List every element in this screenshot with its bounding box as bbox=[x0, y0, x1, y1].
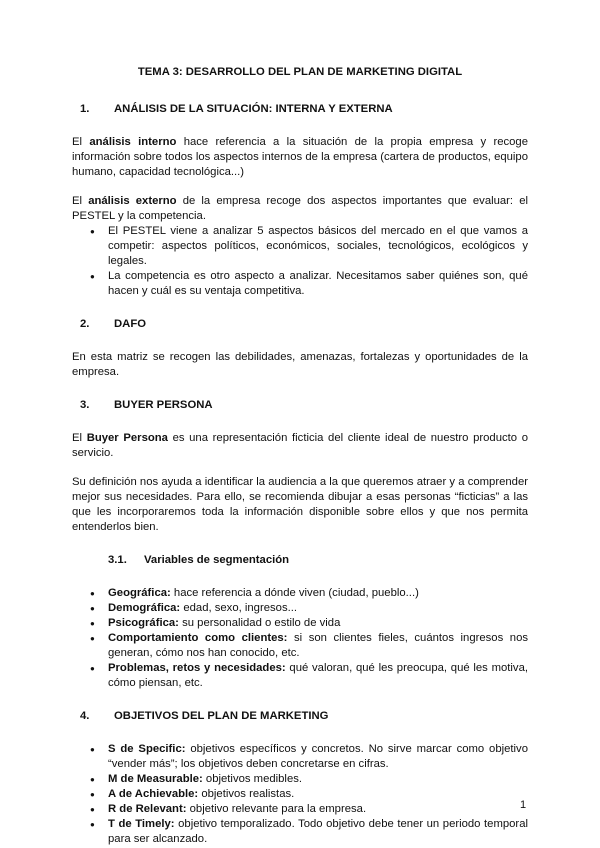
section-number: 3. bbox=[80, 399, 90, 411]
section-3-heading bbox=[72, 398, 528, 413]
section-number: 1. bbox=[80, 103, 90, 115]
list-item: ● Problemas, retos y necesidades: qué valoran, qué les preocupa, qué les motiva, cómo piensan, etc. bbox=[72, 661, 528, 691]
paragraph-analisis-externo: El análisis externo de la empresa recoge dos aspectos importantes que evaluar: el PESTEL y la competencia. bbox=[72, 195, 528, 222]
section-number: 4. bbox=[80, 710, 90, 722]
section-title: BUYER PERSONA bbox=[114, 399, 213, 411]
bullet-list-smart bbox=[72, 742, 528, 847]
section-title: DAFO bbox=[114, 318, 147, 330]
document-title: TEMA 3: DESARROLLO DEL PLAN DE MARKETING DIGITAL bbox=[137, 66, 463, 78]
paragraph-dafo: En esta matriz se recogen las debilidades, amenazas, fortalezas y oportunidades de la empresa. bbox=[72, 351, 528, 378]
subsection-3-1-heading bbox=[72, 553, 528, 568]
section-1-heading bbox=[72, 102, 528, 117]
document-page bbox=[72, 60, 528, 847]
list-item: ● Comportamiento como clientes: si son clientes fieles, cuántos ingresos nos generan, cómo nos han conocido, etc. bbox=[72, 631, 528, 661]
list-item: ● Psicográfica: su personalidad o estilo de vida bbox=[72, 616, 528, 631]
paragraph-buyer-persona: El Buyer Persona es una representación ficticia del cliente ideal de nuestro producto o servicio. bbox=[72, 432, 528, 459]
subsection-number: 3.1. bbox=[108, 554, 127, 566]
section-title: OBJETIVOS DEL PLAN DE MARKETING bbox=[114, 710, 329, 722]
section-4-heading bbox=[72, 709, 528, 724]
list-item: ● A de Achievable: objetivos realistas. bbox=[72, 787, 528, 802]
section-number: 2. bbox=[80, 318, 90, 330]
paragraph-definicion: Su definición nos ayuda a identificar la audiencia a la que queremos atraer y a comprender mejor sus necesidades. Para ello, se recomienda dibujar a esas personas “ficticias” a las que les incorporaremos toda la información disponible sobre ellos y que nos permita entenderlos bien. bbox=[72, 476, 528, 533]
subsection-title: Variables de segmentación bbox=[144, 554, 290, 566]
list-item: ● T de Timely: objetivo temporalizado. Todo objetivo debe tener un periodo temporal para ser alcanzado. bbox=[72, 817, 528, 847]
bullet-list-segmentacion bbox=[72, 586, 528, 691]
page-number: 1 bbox=[520, 799, 527, 811]
list-item: ● M de Measurable: objetivos medibles. bbox=[72, 772, 528, 787]
list-item: ● S de Specific: objetivos específicos y concretos. No sirve marcar como objetivo “vender más”; los objetivos deben concretarse en cifras. bbox=[72, 742, 528, 772]
list-item: ● Geográfica: hace referencia a dónde viven (ciudad, pueblo...) bbox=[72, 586, 528, 601]
list-item: ● R de Relevant: objetivo relevante para la empresa. bbox=[72, 802, 528, 817]
section-title: ANÁLISIS DE LA SITUACIÓN: INTERNA Y EXTERNA bbox=[114, 103, 393, 115]
paragraph-analisis-interno: El análisis interno hace referencia a la situación de la propia empresa y recoge información sobre todos los aspectos internos de la empresa (cartera de productos, equipo humano, capacidad tecnológica...) bbox=[72, 136, 528, 178]
list-item: ● El PESTEL viene a analizar 5 aspectos básicos del mercado en el que vamos a competir: aspectos políticos, económicos, sociales, tecnológicos, ecológicos y legales. bbox=[72, 224, 528, 269]
section-2-heading bbox=[72, 317, 528, 332]
bullet-list-situacion bbox=[72, 224, 528, 299]
list-item: ● Demográfica: edad, sexo, ingresos... bbox=[72, 601, 528, 616]
list-item: ● La competencia es otro aspecto a analizar. Necesitamos saber quiénes son, qué hacen y cuál es su ventaja competitiva. bbox=[72, 269, 528, 299]
